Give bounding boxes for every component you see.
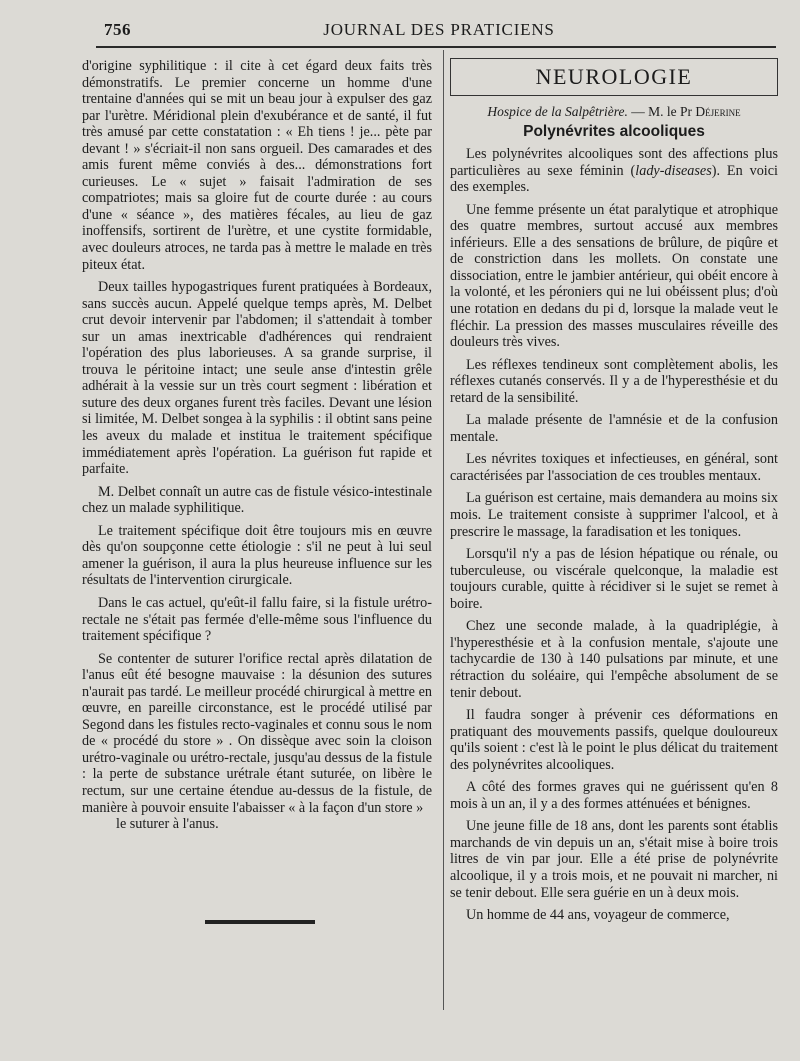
paragraph: La malade présente de l'amnésie et de la confusion mentale. <box>450 412 778 445</box>
paragraph: Le traitement spécifique doit être toujours mis en œuvre dès qu'on soupçonne cette étiologie : s'il ne peut à lui seul amener la guérison, il aura la plus heureuse influence sur les résultats de l'intervention cirurgicale. <box>82 522 432 589</box>
paragraph: Deux tailles hypogastriques furent pratiquées à Bordeaux, sans succès aucun. Appelé quelque temps après, M. Delbet crut devoir intervenir par l'abdomen; il s'attendait à tomber sur un amas inextricable d'adhérences qui rendraient l'opération des plus laborieuses. A sa grande surprise, il trouva le péritoine intact; une seule anse d'intestin grêle adhérait à la vessie sur un très court segment : libération et suture des deux organes furent très faciles. Devant une lésion si limitée, M. Delbet songea à la syphilis : il obtint sans peine les aveux du malade et institua le traitement spécifique immédiatement après l'opération. La guérison fut rapide et parfaite. <box>82 279 432 478</box>
intro-italic: lady-diseases <box>635 162 712 179</box>
paragraph: Les réflexes tendineux sont complètement abolis, les réflexes cutanés conservés. Il y a de l'hyperesthésie et du retard de la sensibilité. <box>450 356 778 406</box>
page-number: 756 <box>104 20 131 39</box>
paragraph: Se contenter de suturer l'orifice rectal après dilatation de l'anus eût été besogne mauvaise : la désunion des sutures n'aurait pas tardé. Le meilleur procédé chirurgical à mettre en œuvre, en pareille circonstance, est le procédé utilisé par Segond dans les fistules recto-vaginales et connu sous le nom de « procédé du store » . On dissèque avec soin la cloison urétro-vaginale ou urétro-rectale, jusqu'au dessus de la fistule : la perte de substance urétrale étant suturée, on libère le rectum, sur une certaine étendue au-dessus de la fistule, de manière à pouvoir ensuite l'abaisser « à la façon d'un store » <box>82 650 432 816</box>
byline <box>450 104 778 121</box>
paragraph: Dans le cas actuel, qu'eût-il fallu faire, si la fistule urétro-rectale ne s'était pas fermée d'elle-même sous l'influence du traitement spécifique ? <box>82 594 432 645</box>
paragraph: La guérison est certaine, mais demandera au moins six mois. Le traitement consiste à supprimer l'alcool, et à prescrire le massage, la faradisation et les toniques. <box>450 490 778 540</box>
intro-paragraph <box>450 146 778 196</box>
paragraph: Il faudra songer à prévenir ces déformations en pratiquant des mouvements passifs, quelque douloureux qu'ils soient : c'est là le point le plus délicat du traitement des polynévrites alcooliques. <box>450 707 778 773</box>
journal-title: JOURNAL DES PRATICIENS <box>323 20 555 39</box>
intro-text: Les polynévrites alcooliques sont des affections plus particulières au sexe féminin ( <box>450 146 778 179</box>
header-rule <box>96 46 776 48</box>
paragraph: Une jeune fille de 18 ans, dont les parents sont établis marchands de vin depuis un an, s'était mise à boire trois litres de vin par jour. Elle a été prise de polynévrite alcoolique, il y a trois mois, et ne pouvait ni marcher, ni se tenir debout. Elle sera guérie en un à deux mois. <box>450 818 778 901</box>
paragraph: Les névrites toxiques et infectieuses, en général, sont caractérisées par l'association de ces troubles mentaux. <box>450 451 778 484</box>
section-rubric-box <box>450 58 778 96</box>
article-end-rule <box>205 920 315 924</box>
paragraph: M. Delbet connaît un autre cas de fistule vésico-intestinale chez un malade syphilitique. <box>82 483 432 517</box>
running-header <box>104 18 774 42</box>
intro-text-end: ). En voici des exemples. <box>450 162 778 196</box>
column-divider <box>443 50 444 1010</box>
paragraph: Un homme de 44 ans, voyageur de commerce, <box>466 907 730 924</box>
paragraph: Une femme présente un état paralytique et atrophique des quatre membres, surtout accusé aux membres inférieurs. Elle a des sensations de brûlure, de piqûre et de constriction dans les mollets. On constate une dissociation, entre le jambier antérieur, qui obéit encore à la volonté, et les péroniers qui ne lui obéissent plus; d'où une rotation en dedans du pi d, lorsque la malade veut le fléchir. La pression des masses musculaires réveille des douleurs très vives. <box>450 201 778 351</box>
byline-prefix: — M. le Pr <box>631 104 692 119</box>
paragraph: A côté des formes graves qui ne guérissent qu'en 8 mois à un an, il y a des formes atténuées et bénignes. <box>450 779 778 812</box>
paragraph: Lorsqu'il n'y a pas de lésion hépatique ou rénale, ou tuberculeuse, ou viscérale quelconque, la maladie est toujours curable, quitte à récidiver si le sujet se remet à boire. <box>450 546 778 612</box>
section-rubric: NEUROLOGIE <box>535 63 693 89</box>
article-title: Polynévrites alcooliques <box>523 122 705 140</box>
left-column <box>82 58 432 839</box>
byline-place: Hospice de la Salpêtrière. <box>487 104 628 119</box>
paragraph: le suturer à l'anus. <box>116 816 219 833</box>
paragraph: Chez une seconde malade, à la quadriplégie, à l'hyperesthésie et à la confusion mentale, s'ajoute une tachycardie de 130 à 140 pulsations par minute, et une rétraction du soléaire, qui l'empêche absolument de se tenir debout. <box>450 618 778 701</box>
paragraph: d'origine syphilitique : il cite à cet égard deux faits très démonstratifs. Le premier concerne un homme d'une trentaine d'années qui se mit un beau jour à expulser des gaz par l'urètre. Méridional plein d'exubérance et de santé, il fut très amusé par cette constatation : « Eh tiens ! je... pète par devant ! » s'écriait-il non sans orgueil. Des camarades et des amis furent même conviés à des... démonstrations fort curieuses. Le « sujet » faisait l'admiration de ses compatriotes; mais sa gloire fut de courte durée : au cours d'une « séance », des matières fécales, au lieu de gaz inoffensifs, sortirent de l'urètre, et une cystite formidable, avec douleurs atroces, ne tarda pas à mettre le malade en très piteux état. <box>82 58 432 273</box>
right-column <box>450 58 778 930</box>
byline-author: Déjerine <box>695 104 741 119</box>
